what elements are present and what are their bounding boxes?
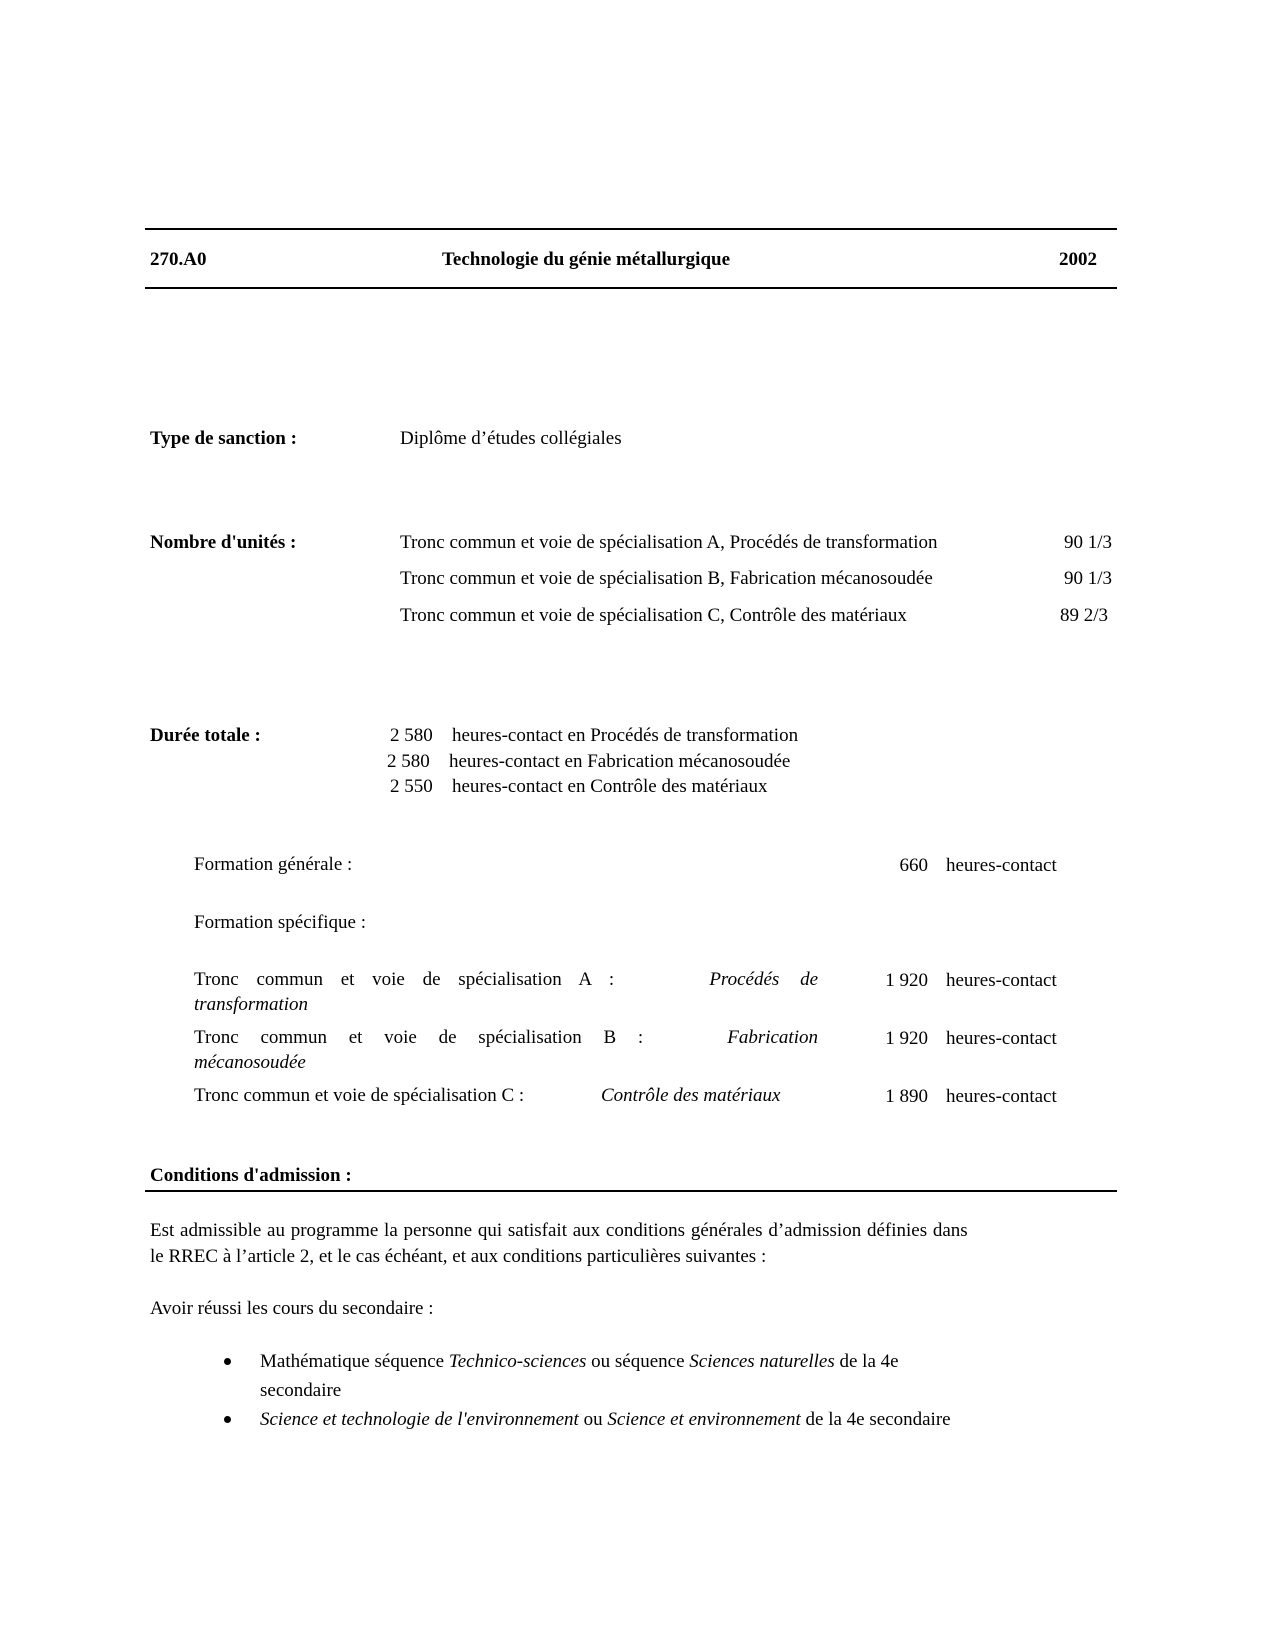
bullet-1-line1 [260, 1350, 899, 1374]
duration-row-b-text: heures-contact en Fabrication mécanosoudée [449, 751, 791, 772]
track-a-prefix: Tronc commun et voie de spécialisation A : [194, 969, 615, 990]
admission-paragraph-line2: le RREC à l’article 2, et le cas échéant, et aux conditions particulières suivantes : [150, 1246, 767, 1267]
track-b-name-line1: Fabrication [727, 1027, 818, 1048]
duration-row-a-hours: 2 580 [390, 725, 433, 746]
sanction-value: Diplôme d’études collégiales [400, 428, 622, 449]
general-formation-hours: 660 [899, 855, 928, 876]
general-formation-label: Formation générale : [194, 854, 353, 875]
bullet-2-part-d: de la 4e secondaire [800, 1409, 951, 1430]
track-c-name: Contrôle des matériaux [601, 1085, 781, 1106]
admission-paragraph-line1: Est admissible au programme la personne qui satisfait aux conditions générales d’admission définies dans [150, 1220, 968, 1241]
bullet-2-marker [224, 1416, 231, 1423]
track-b-line1 [194, 1026, 818, 1050]
bullet-1-part-c: ou séquence [586, 1351, 690, 1372]
bullet-1-marker [224, 1358, 231, 1365]
track-a-name-line1: Procédés de [709, 969, 818, 990]
duration-row-c-text: heures-contact en Contrôle des matériaux [452, 776, 768, 797]
bullet-2-part-c: Science et environnement [607, 1409, 801, 1430]
header-bottom-rule [145, 287, 1117, 289]
admission-heading: Conditions d'admission : [150, 1165, 352, 1186]
track-b-name-line2: mécanosoudée [194, 1052, 306, 1073]
bullet-1-part-b: Technico-sciences [448, 1351, 587, 1372]
bullet-2-line [260, 1408, 951, 1432]
bullet-1-part-d: Sciences naturelles [689, 1351, 835, 1372]
track-c-unit: heures-contact [946, 1086, 1057, 1107]
track-a-name-line2: transformation [194, 994, 309, 1015]
track-a-line1 [194, 968, 818, 992]
track-c-hours: 1 890 [885, 1086, 928, 1107]
duration-row-a-text: heures-contact en Procédés de transformation [452, 725, 799, 746]
track-b-prefix: Tronc commun et voie de spécialisation B : [194, 1027, 644, 1048]
units-row-a-text: Tronc commun et voie de spécialisation A, Procédés de transformation [400, 532, 938, 553]
units-row-c-text: Tronc commun et voie de spécialisation C, Contrôle des matériaux [400, 605, 907, 626]
secondary-intro: Avoir réussi les cours du secondaire : [150, 1298, 434, 1319]
track-a-unit: heures-contact [946, 970, 1057, 991]
duration-row-c-hours: 2 550 [390, 776, 433, 797]
track-b-unit: heures-contact [946, 1028, 1057, 1049]
program-year: 2002 [1059, 249, 1097, 270]
track-b-hours: 1 920 [885, 1028, 928, 1049]
units-row-c-value: 89 2/3 [1060, 605, 1109, 626]
duration-row-b-hours: 2 580 [387, 751, 430, 772]
units-row-a-value: 90 1/3 [1064, 532, 1113, 553]
admission-rule [145, 1190, 1117, 1192]
track-c-prefix: Tronc commun et voie de spécialisation C : [194, 1085, 525, 1106]
bullet-1-part-a: Mathématique séquence [260, 1351, 449, 1372]
general-formation-unit: heures-contact [946, 855, 1057, 876]
bullet-1-part-e: de la 4e [834, 1351, 899, 1372]
sanction-label: Type de sanction : [150, 428, 297, 449]
bullet-2-part-b: ou [578, 1409, 608, 1430]
bullet-2-part-a: Science et technologie de l'environnement [260, 1409, 579, 1430]
units-row-b-text: Tronc commun et voie de spécialisation B, Fabrication mécanosoudée [400, 568, 933, 589]
program-title: Technologie du génie métallurgique [442, 249, 731, 270]
bullet-1-line2: secondaire [260, 1380, 342, 1401]
specific-formation-label: Formation spécifique : [194, 912, 367, 933]
duration-label: Durée totale : [150, 725, 261, 746]
units-row-b-value: 90 1/3 [1064, 568, 1113, 589]
header-top-rule [145, 228, 1117, 230]
units-label: Nombre d'unités : [150, 532, 297, 553]
program-code: 270.A0 [150, 249, 207, 270]
track-a-hours: 1 920 [885, 970, 928, 991]
